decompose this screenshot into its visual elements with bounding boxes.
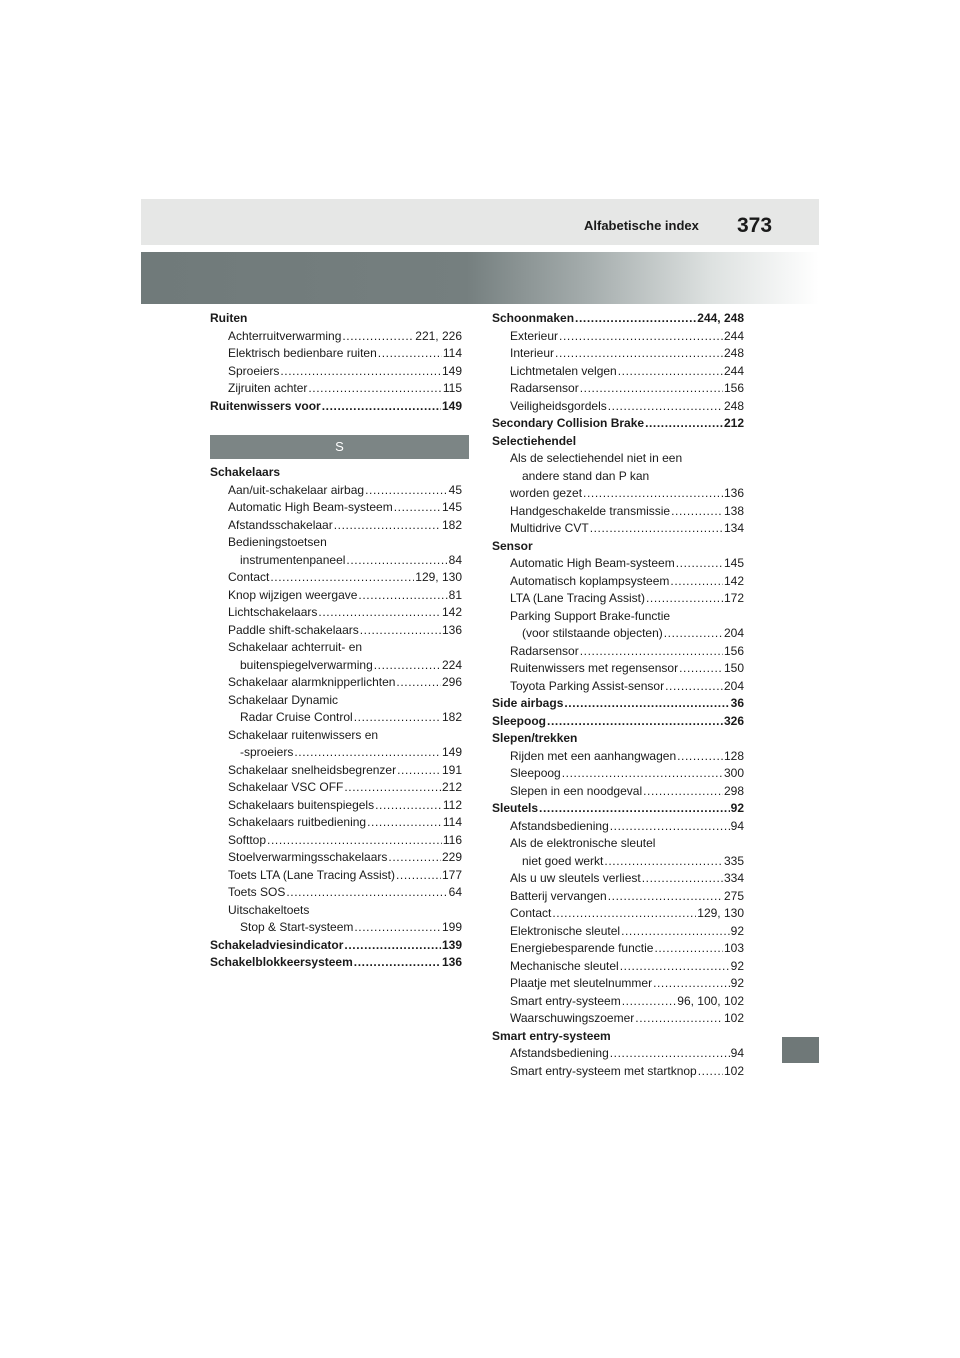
index-subentry	[492, 993, 744, 1011]
dot-leader	[555, 345, 723, 363]
entry-page-ref: 142	[441, 605, 462, 619]
entry-page-ref: 172	[723, 591, 744, 605]
dot-leader	[308, 380, 441, 398]
index-subentry	[492, 485, 744, 503]
index-subentry	[492, 380, 744, 398]
dot-leader	[580, 380, 723, 398]
index-subentry	[210, 744, 462, 762]
entry-page-ref: 114	[442, 346, 462, 360]
entry-page-ref: 191	[441, 762, 462, 777]
dot-leader	[562, 765, 723, 783]
entry-label: Bedieningstoetsen	[228, 535, 327, 549]
entry-page-ref: 149	[441, 398, 462, 413]
entry-page-ref: 114	[442, 815, 462, 829]
entry-label: buitenspiegelverwarming	[240, 657, 373, 672]
dot-leader	[608, 398, 723, 416]
index-subentry	[492, 573, 744, 591]
entry-page-ref: 221, 226	[415, 328, 462, 343]
entry-label: Schakelaar Dynamic	[228, 692, 339, 707]
dot-leader	[618, 363, 723, 381]
index-subentry	[210, 657, 462, 675]
dot-leader	[388, 849, 441, 867]
index-subentry	[210, 709, 462, 727]
dot-leader	[539, 800, 730, 818]
entry-label: Selectiehendel	[492, 433, 577, 448]
entry-page-ref: 326	[723, 713, 744, 728]
page-number: 373	[737, 214, 773, 237]
entry-page-ref: 45	[448, 482, 462, 497]
dot-leader	[342, 328, 414, 346]
dot-leader	[621, 923, 730, 941]
entry-label: Radarsensor	[510, 643, 579, 658]
dot-leader	[676, 555, 723, 573]
dot-leader	[322, 398, 441, 416]
entry-label: Toets SOS	[228, 885, 286, 899]
entry-label: Rijden met een aanhangwagen	[510, 748, 677, 763]
dot-leader	[286, 884, 447, 902]
entry-page-ref: 129, 130	[415, 570, 462, 584]
index-subentry	[210, 902, 462, 920]
index-subentry	[210, 345, 462, 363]
entry-label: Sensor	[492, 538, 533, 553]
entry-label: Sleepoog	[510, 766, 561, 780]
index-entry	[492, 695, 744, 713]
index-subentry	[492, 1045, 744, 1063]
entry-label: Plaatje met sleutelnummer	[510, 976, 653, 990]
entry-page-ref: 102	[723, 1063, 744, 1078]
index-subentry	[492, 363, 744, 381]
entry-page-ref: 136	[441, 955, 462, 969]
entry-label: Lichtmetalen velgen	[510, 363, 617, 378]
index-subentry	[210, 534, 462, 552]
index-subentry	[210, 380, 462, 398]
index-subentry	[210, 727, 462, 745]
dot-leader	[670, 573, 723, 591]
entry-page-ref: 134	[723, 521, 744, 535]
index-subentry	[492, 818, 744, 836]
decorative-gradient-band	[141, 252, 819, 304]
entry-page-ref: 212	[723, 416, 744, 430]
index-entry	[492, 310, 744, 328]
entry-label: Schakelaar snelheidsbegrenzer	[228, 762, 397, 777]
index-entry	[492, 415, 744, 433]
index-subentry	[210, 639, 462, 657]
entry-label: (voor stilstaande objecten)	[522, 626, 663, 640]
dot-leader	[698, 1063, 723, 1081]
entry-label: Automatic High Beam-systeem	[228, 500, 393, 514]
entry-label: Slepen in een noodgeval	[510, 783, 643, 798]
entry-page-ref: 156	[723, 643, 744, 658]
dot-leader	[654, 940, 723, 958]
index-subentry	[210, 517, 462, 535]
entry-page-ref: 128	[723, 748, 744, 763]
index-subentry	[492, 1063, 744, 1081]
dot-leader	[664, 625, 723, 643]
entry-label: Contact	[228, 570, 270, 584]
entry-label: Schakelaar VSC OFF	[228, 780, 344, 794]
entry-page-ref: 334	[723, 871, 744, 885]
index-entry	[492, 730, 744, 748]
dot-leader	[564, 695, 729, 713]
index-entry	[210, 310, 462, 328]
entry-label: Ruiten	[210, 311, 248, 325]
entry-page-ref: 248	[723, 398, 744, 413]
entry-label: Exterieur	[510, 328, 559, 343]
index-subentry	[492, 520, 744, 538]
entry-label: Elektrisch bedienbare ruiten	[228, 346, 377, 360]
index-subentry	[210, 569, 462, 587]
entry-label: Stop & Start-systeem	[240, 920, 354, 934]
index-subentry	[492, 643, 744, 661]
entry-page-ref: 81	[448, 587, 462, 602]
entry-label: Schakelaar achterruit- en	[228, 640, 363, 654]
entry-label: Sleepoog	[492, 713, 547, 728]
dot-leader	[559, 328, 723, 346]
entry-label: Sproeiers	[228, 363, 280, 378]
index-subentry	[210, 762, 462, 780]
entry-page-ref: 92	[730, 923, 744, 938]
entry-label: Toyota Parking Assist-sensor	[510, 678, 665, 693]
index-subentry	[492, 345, 744, 363]
entry-label: Parking Support Brake-functie	[510, 608, 671, 623]
entry-page-ref: 92	[730, 976, 744, 990]
index-subentry	[492, 958, 744, 976]
entry-label: Schakelaars ruitbediening	[228, 815, 367, 829]
index-subentry	[492, 1010, 744, 1028]
entry-label: Automatisch koplampsysteem	[510, 573, 670, 588]
entry-page-ref: 296	[441, 675, 462, 689]
entry-label: Secondary Collision Brake	[492, 416, 645, 430]
index-subentry	[492, 660, 744, 678]
index-entry	[492, 1028, 744, 1046]
index-column-left-bottom	[210, 464, 462, 972]
entry-label: Mechanische sleutel	[510, 958, 619, 973]
entry-label: Afstandsbediening	[510, 818, 609, 833]
entry-page-ref: 136	[441, 622, 462, 637]
index-subentry	[492, 835, 744, 853]
entry-label: Smart entry-systeem	[510, 993, 621, 1008]
dot-leader	[346, 552, 447, 570]
dot-leader	[280, 363, 441, 381]
index-subentry	[492, 608, 744, 626]
entry-page-ref: 224	[441, 657, 462, 672]
entry-page-ref: 136	[723, 486, 744, 500]
index-subentry	[492, 905, 744, 923]
index-subentry	[492, 398, 744, 416]
entry-label: Smart entry-systeem	[492, 1028, 611, 1043]
entry-page-ref: 142	[723, 573, 744, 588]
entry-label: worden gezet	[510, 486, 583, 500]
dot-leader	[653, 975, 730, 993]
index-subentry	[492, 748, 744, 766]
dot-leader	[375, 797, 442, 815]
dot-leader	[397, 762, 441, 780]
header-band	[141, 199, 819, 245]
index-subentry	[210, 674, 462, 692]
index-subentry	[210, 499, 462, 517]
entry-label: Radarsensor	[510, 381, 579, 395]
entry-page-ref: 138	[723, 503, 744, 518]
index-entry	[210, 398, 462, 416]
dot-leader	[344, 937, 441, 955]
entry-page-ref: 150	[723, 661, 744, 675]
dot-leader	[318, 604, 441, 622]
entry-page-ref: 204	[723, 678, 744, 693]
entry-page-ref: 102	[723, 1011, 744, 1025]
entry-label: Toets LTA (Lane Tracing Assist)	[228, 867, 395, 882]
dot-leader	[367, 814, 442, 832]
entry-label: Als de selectiehendel niet in een	[510, 451, 683, 465]
entry-page-ref: 275	[723, 888, 744, 903]
index-subentry	[492, 590, 744, 608]
entry-label: Stoelverwarmingsschakelaars	[228, 850, 388, 864]
dot-leader	[646, 590, 723, 608]
entry-page-ref: 177	[441, 867, 462, 882]
entry-label: Uitschakeltoets	[228, 902, 310, 917]
entry-label: Paddle shift-schakelaars	[228, 622, 359, 637]
entry-page-ref: 92	[730, 958, 744, 973]
entry-label: niet goed werkt	[522, 853, 604, 868]
entry-page-ref: 94	[730, 818, 744, 833]
index-subentry	[210, 779, 462, 797]
dot-leader	[360, 622, 441, 640]
dot-leader	[396, 674, 441, 692]
dot-leader	[679, 660, 723, 678]
entry-page-ref: 204	[723, 626, 744, 640]
dot-leader	[645, 415, 723, 433]
entry-page-ref: 199	[441, 920, 462, 934]
dot-leader	[622, 993, 677, 1011]
entry-label: LTA (Lane Tracing Assist)	[510, 591, 645, 605]
index-subentry	[492, 450, 744, 468]
entry-label: Schakelblokkeersysteem	[210, 955, 353, 969]
entry-label: Knop wijzigen weergave	[228, 587, 358, 602]
index-entry	[492, 538, 744, 556]
index-subentry	[210, 363, 462, 381]
dot-leader	[344, 779, 441, 797]
entry-page-ref: 156	[723, 381, 744, 395]
dot-leader	[552, 905, 696, 923]
index-subentry	[492, 888, 744, 906]
entry-label: Sleutels	[492, 801, 539, 815]
entry-label: Afstandsschakelaar	[228, 517, 333, 532]
index-entry	[210, 937, 462, 955]
dot-leader	[635, 1010, 723, 1028]
entry-label: Radar Cruise Control	[240, 710, 353, 724]
entry-label: andere stand dan P kan	[522, 468, 650, 483]
index-entry	[492, 800, 744, 818]
index-subentry	[492, 783, 744, 801]
entry-label: Als de elektronische sleutel	[510, 836, 656, 850]
letter-section-header: S	[210, 435, 469, 459]
entry-label: Schakelaar ruitenwissers en	[228, 727, 379, 742]
index-subentry	[492, 503, 744, 521]
index-subentry	[492, 678, 744, 696]
index-subentry	[210, 482, 462, 500]
dot-leader	[354, 919, 441, 937]
index-column-left-top	[210, 310, 462, 415]
entry-label: Smart entry-systeem met startknop	[510, 1063, 697, 1078]
entry-label: Veiligheidsgordels	[510, 398, 607, 413]
index-subentry	[492, 940, 744, 958]
index-subentry	[210, 832, 462, 850]
entry-page-ref: 298	[723, 783, 744, 798]
entry-page-ref: 96, 100, 102	[677, 993, 744, 1008]
entry-page-ref: 103	[723, 941, 744, 955]
dot-leader	[604, 853, 723, 871]
entry-page-ref: 116	[442, 832, 462, 847]
index-subentry	[210, 797, 462, 815]
dot-leader	[677, 748, 723, 766]
thumb-index-tab	[782, 1037, 819, 1063]
index-subentry	[210, 884, 462, 902]
entry-label: instrumentenpaneel	[240, 552, 346, 567]
dot-leader	[583, 485, 723, 503]
entry-page-ref: 182	[441, 517, 462, 532]
dot-leader	[270, 569, 414, 587]
dot-leader	[642, 870, 723, 888]
entry-label: Automatic High Beam-systeem	[510, 556, 675, 570]
entry-label: Handgeschakelde transmissie	[510, 503, 671, 518]
entry-label: -sproeiers	[240, 745, 294, 759]
dot-leader	[643, 783, 723, 801]
entry-page-ref: 92	[730, 801, 744, 815]
entry-page-ref: 212	[441, 780, 462, 794]
entry-page-ref: 149	[441, 745, 462, 759]
dot-leader	[396, 867, 441, 885]
entry-page-ref: 36	[730, 696, 744, 710]
dot-leader	[354, 709, 441, 727]
index-subentry	[492, 923, 744, 941]
index-subentry	[210, 587, 462, 605]
entry-label: Side airbags	[492, 696, 564, 710]
entry-label: Ruitenwissers met regensensor	[510, 661, 679, 675]
index-subentry	[210, 692, 462, 710]
entry-label: Schakeladviesindicator	[210, 937, 344, 952]
dot-leader	[374, 657, 441, 675]
entry-page-ref: 112	[442, 797, 462, 812]
index-entry	[210, 464, 462, 482]
index-subentry	[210, 867, 462, 885]
entry-page-ref: 244	[723, 363, 744, 378]
entry-label: Ruitenwissers voor	[210, 398, 321, 413]
dot-leader	[365, 482, 448, 500]
entry-page-ref: 94	[730, 1046, 744, 1060]
index-subentry	[492, 625, 744, 643]
entry-page-ref: 129, 130	[697, 906, 744, 920]
dot-leader	[620, 958, 730, 976]
entry-page-ref: 244	[723, 328, 744, 343]
dot-leader	[610, 818, 730, 836]
entry-label: Contact	[510, 906, 552, 920]
dot-leader	[547, 713, 723, 731]
index-subentry	[492, 555, 744, 573]
index-subentry	[492, 853, 744, 871]
section-title: Alfabetische index	[584, 218, 699, 233]
entry-page-ref: 248	[723, 346, 744, 360]
entry-label: Zijruiten achter	[228, 381, 308, 395]
dot-leader	[665, 678, 723, 696]
index-entry	[492, 433, 744, 451]
index-subentry	[210, 622, 462, 640]
entry-label: Batterij vervangen	[510, 888, 607, 903]
index-entry	[210, 954, 462, 972]
entry-label: Schakelaars	[210, 465, 281, 479]
entry-page-ref: 335	[723, 853, 744, 868]
dot-leader	[671, 503, 723, 521]
dot-leader	[294, 744, 441, 762]
entry-label: Interieur	[510, 346, 555, 360]
entry-label: Elektronische sleutel	[510, 923, 621, 938]
entry-label: Afstandsbediening	[510, 1046, 609, 1060]
index-column-right	[492, 310, 744, 1080]
entry-label: Schakelaar alarmknipperlichten	[228, 675, 396, 689]
dot-leader	[358, 587, 447, 605]
entry-label: Schakelaars buitenspiegels	[228, 797, 375, 812]
dot-leader	[267, 832, 442, 850]
index-subentry	[210, 814, 462, 832]
entry-page-ref: 115	[442, 381, 462, 395]
entry-label: Waarschuwingszoemer	[510, 1011, 635, 1025]
entry-page-ref: 145	[441, 500, 462, 514]
index-subentry	[492, 975, 744, 993]
dot-leader	[580, 643, 723, 661]
index-subentry	[492, 468, 744, 486]
entry-page-ref: 229	[441, 850, 462, 864]
entry-label: Lichtschakelaars	[228, 605, 318, 619]
index-subentry	[492, 328, 744, 346]
entry-page-ref: 182	[441, 710, 462, 724]
index-subentry	[210, 849, 462, 867]
entry-label: Schoonmaken	[492, 311, 575, 325]
entry-label: Multidrive CVT	[510, 521, 589, 535]
index-subentry	[492, 765, 744, 783]
entry-page-ref: 300	[723, 766, 744, 780]
index-subentry	[492, 870, 744, 888]
entry-page-ref: 244, 248	[697, 311, 744, 325]
index-subentry	[210, 919, 462, 937]
entry-page-ref: 149	[441, 363, 462, 378]
entry-page-ref: 84	[448, 552, 462, 567]
dot-leader	[575, 310, 696, 328]
index-subentry	[210, 552, 462, 570]
index-subentry	[210, 604, 462, 622]
dot-leader	[354, 954, 441, 972]
entry-page-ref: 139	[441, 937, 462, 952]
entry-label: Energiebesparende functie	[510, 941, 654, 955]
entry-label: Slepen/trekken	[492, 731, 578, 745]
dot-leader	[590, 520, 723, 538]
entry-page-ref: 64	[448, 885, 462, 899]
entry-label: Softtop	[228, 832, 267, 847]
dot-leader	[608, 888, 723, 906]
dot-leader	[334, 517, 441, 535]
dot-leader	[378, 345, 442, 363]
entry-label: Achterruitverwarming	[228, 328, 342, 343]
dot-leader	[394, 499, 441, 517]
dot-leader	[610, 1045, 730, 1063]
index-subentry	[210, 328, 462, 346]
entry-label: Aan/uit-schakelaar airbag	[228, 482, 365, 497]
entry-page-ref: 145	[723, 556, 744, 570]
entry-label: Als u uw sleutels verliest	[510, 871, 641, 885]
index-entry	[492, 713, 744, 731]
